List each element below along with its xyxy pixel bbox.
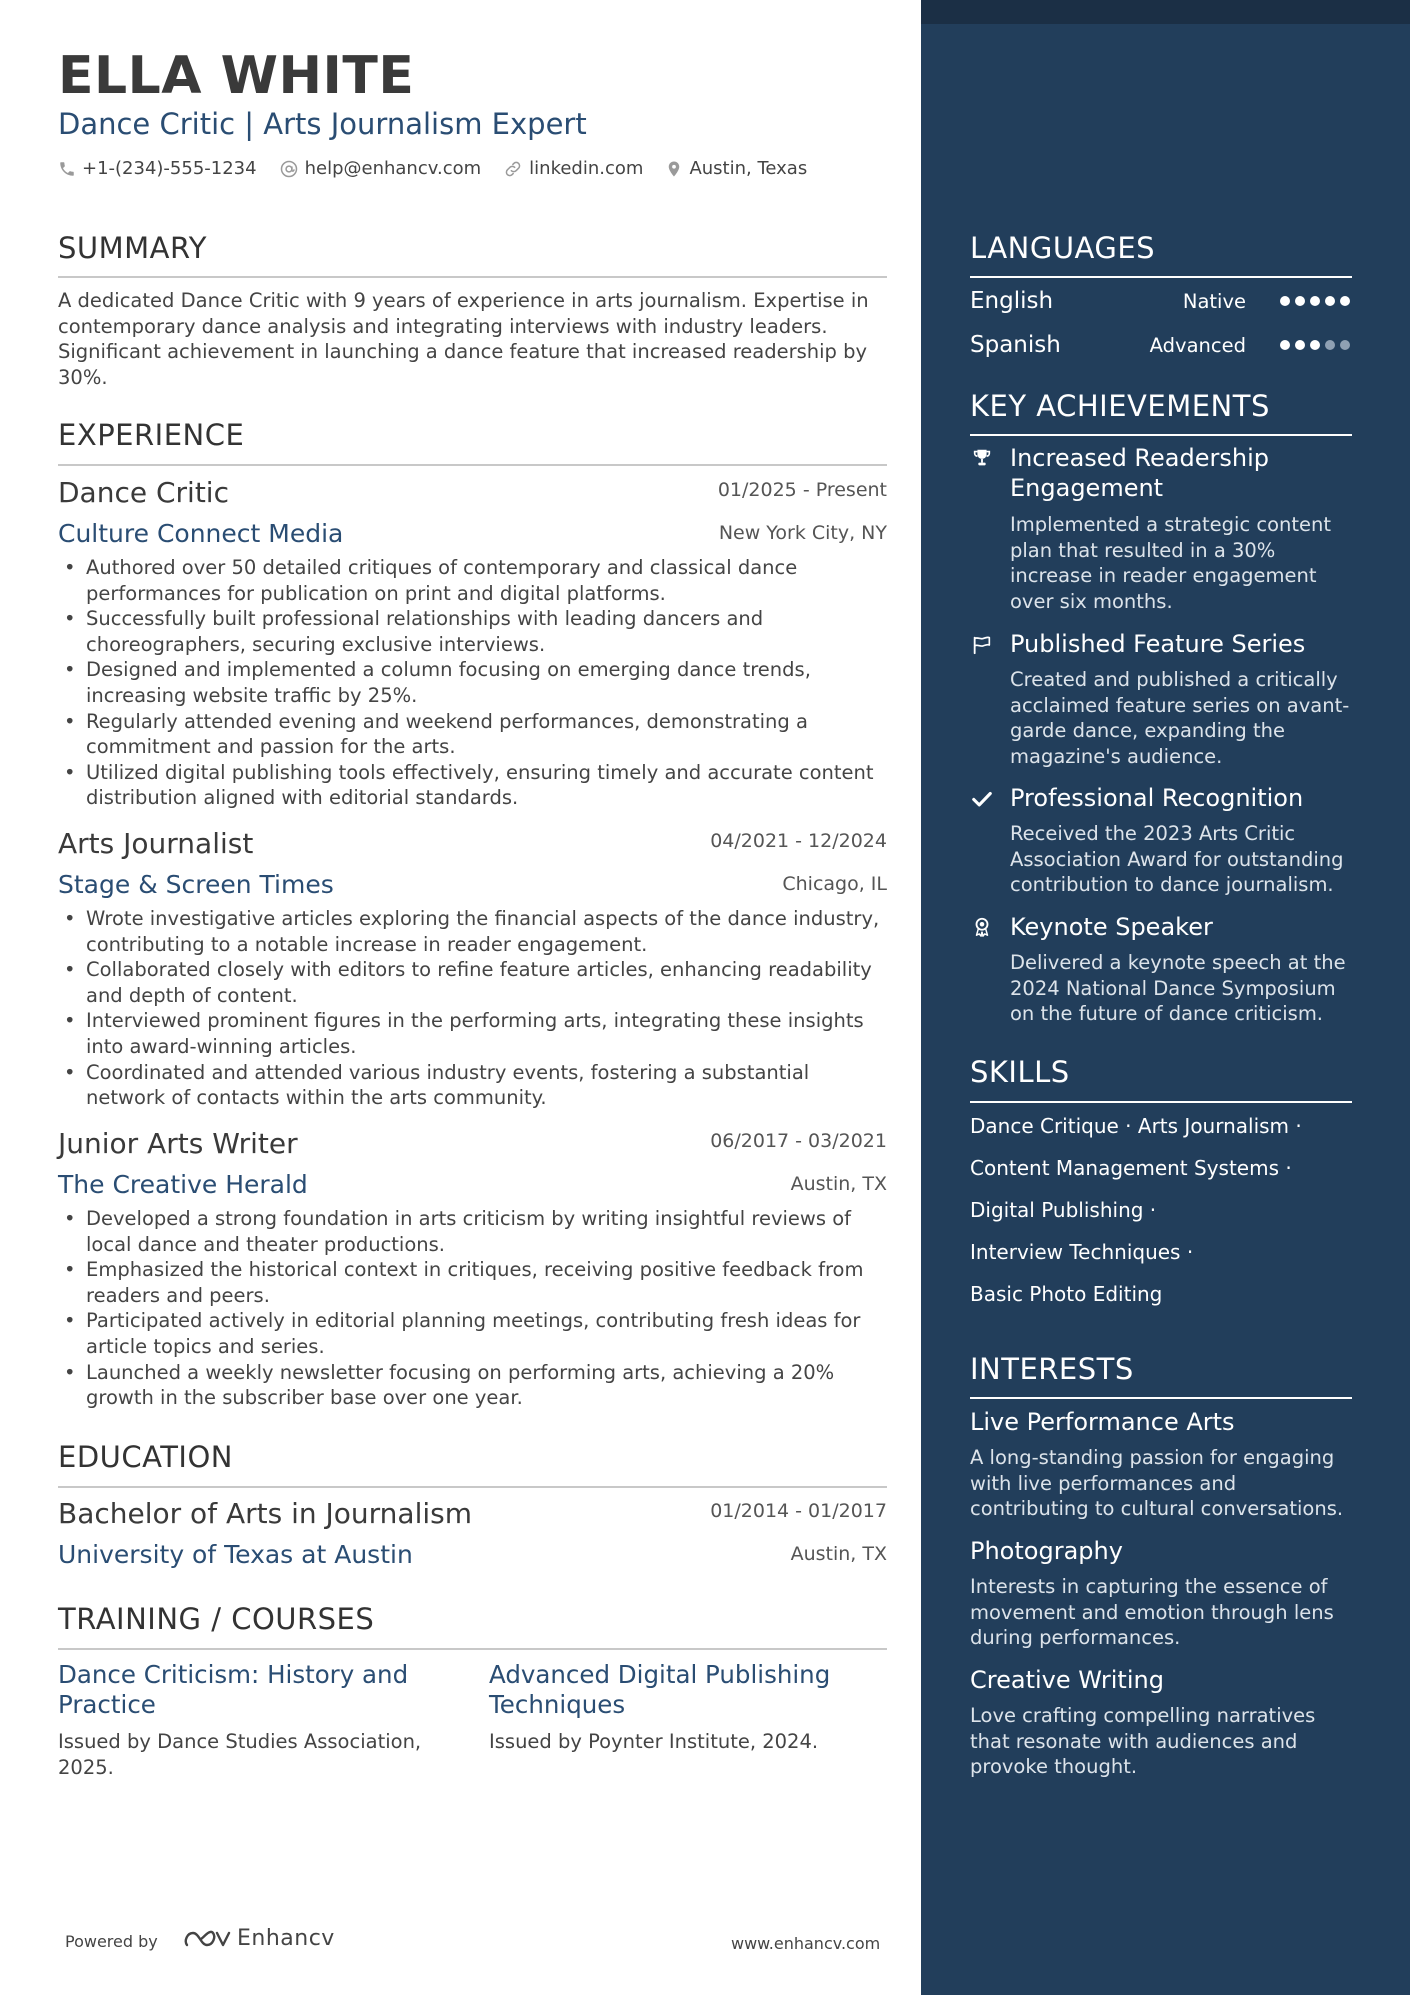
skill-label: Interview Techniques xyxy=(970,1240,1181,1264)
contact-linkedin[interactable] xyxy=(503,158,643,179)
proficiency-dot-filled xyxy=(1310,340,1320,350)
list-item: • Wrote investigative articles exploring the financial aspects of the dance industry, contributing to a notable increase in reader engagement. xyxy=(58,906,887,957)
list-item: • Utilized digital publishing tools effectively, ensuring timely and accurate content distribution aligned with editorial standards. xyxy=(58,760,887,811)
achievement-description: Received the 2023 Arts Critic Association Award for outstanding contribution to dance journalism. xyxy=(1010,822,1344,897)
skill-label: Digital Publishing xyxy=(970,1198,1144,1222)
phone-text: +1-(234)-555-1234 xyxy=(82,158,257,179)
contact-bar xyxy=(58,158,829,179)
trophy-icon xyxy=(970,446,994,470)
proficiency-dots xyxy=(1275,340,1350,350)
education-divider xyxy=(58,1486,887,1488)
sidebar-top-bar xyxy=(921,0,1410,24)
list-item: • Collaborated closely with editors to refine feature articles, enhancing readability and depth of content. xyxy=(58,957,887,1008)
achievement-title: Professional Recognition xyxy=(1010,784,1304,812)
job-bullets xyxy=(58,1206,887,1411)
proficiency-dot-filled xyxy=(1295,340,1305,350)
job-location: New York City, NY xyxy=(718,522,887,544)
achievement-title: Increased Readership Engagement xyxy=(1010,444,1269,502)
link-icon xyxy=(503,159,523,179)
skill-label: Content Management Systems xyxy=(970,1156,1280,1180)
job-bullets xyxy=(58,555,887,811)
list-item: • Regularly attended evening and weekend performances, demonstrating a commitment and passion for the arts. xyxy=(58,709,887,760)
skills-heading: SKILLS xyxy=(970,1055,1070,1089)
languages-heading: LANGUAGES xyxy=(970,231,1156,265)
proficiency-dot-filled xyxy=(1280,296,1290,306)
achievement-title: Published Feature Series xyxy=(1010,630,1306,658)
proficiency-dot-filled xyxy=(1340,296,1350,306)
achievement-title: Keynote Speaker xyxy=(1010,913,1213,941)
phone-icon xyxy=(58,160,76,178)
list-item: • Coordinated and attended various industry events, fostering a substantial network of contacts within the arts community. xyxy=(58,1060,887,1111)
job-dates: 06/2017 - 03/2021 xyxy=(710,1130,887,1152)
candidate-headline: Dance Critic | Arts Journalism Expert xyxy=(58,107,587,141)
summary-text: A dedicated Dance Critic with 9 years of experience in arts journalism. Expertise in contemporary dance analysis and integrating interviews with industry leaders. Significant achievement in launching a dance feature that increased readership by 30%. xyxy=(58,289,869,389)
award-ribbon-icon xyxy=(970,915,994,939)
list-item: • Launched a weekly newsletter focusing on performing arts, achieving a 20% growth in the subscriber base over one year. xyxy=(58,1360,887,1411)
school-location: Austin, TX xyxy=(790,1543,887,1565)
contact-phone[interactable] xyxy=(58,158,257,179)
linkedin-text: linkedin.com xyxy=(529,158,644,179)
contact-email[interactable] xyxy=(279,158,482,179)
job-dates: 01/2025 - Present xyxy=(717,479,887,501)
skill-tag: Content Management Systems · xyxy=(970,1156,1292,1180)
list-item: • Participated actively in editorial planning meetings, contributing fresh ideas for article topics and series. xyxy=(58,1308,887,1359)
job-location: Chicago, IL xyxy=(782,873,887,895)
achievements-divider xyxy=(970,434,1352,436)
job-location: Austin, TX xyxy=(790,1173,887,1195)
proficiency-dot-empty xyxy=(1340,340,1350,350)
course-title: Dance Criticism: History and Practice xyxy=(58,1660,409,1719)
language-row xyxy=(970,287,1352,315)
skills-divider xyxy=(970,1101,1352,1103)
list-item: • Emphasized the historical context in critiques, receiving positive feedback from readers and peers. xyxy=(58,1257,887,1308)
interests-divider xyxy=(970,1397,1352,1399)
skill-tag: Interview Techniques · xyxy=(970,1240,1194,1264)
list-item: • Designed and implemented a column focusing on emerging dance trends, increasing website traffic by 25%. xyxy=(58,657,887,708)
job-title: Arts Journalist xyxy=(58,827,254,860)
course-title: Advanced Digital Publishing Techniques xyxy=(489,1660,831,1719)
enhancv-brand-text: Enhancv xyxy=(237,1926,335,1951)
language-name: English xyxy=(970,288,1054,314)
interests-heading: INTERESTS xyxy=(970,1352,1134,1386)
proficiency-dots xyxy=(1275,296,1350,306)
interest-title: Live Performance Arts xyxy=(970,1408,1235,1436)
at-icon xyxy=(279,159,299,179)
skill-tag: Digital Publishing · xyxy=(970,1198,1157,1222)
interest-description: A long-standing passion for engaging with live performances and contributing to cultural conversations. xyxy=(970,1446,1344,1521)
job-company: The Creative Herald xyxy=(58,1170,308,1199)
course-issuer: Issued by Dance Studies Association, 2025. xyxy=(58,1730,422,1779)
job-company: Stage & Screen Times xyxy=(58,870,334,899)
degree-title: Bachelor of Arts in Journalism xyxy=(58,1497,472,1530)
enhancv-logo[interactable] xyxy=(183,1926,335,1951)
achievements-heading: KEY ACHIEVEMENTS xyxy=(970,389,1270,423)
candidate-name: ELLA WHITE xyxy=(58,46,415,106)
achievement-description: Delivered a keynote speech at the 2024 National Dance Symposium on the future of dance criticism. xyxy=(1010,951,1346,1026)
checkmark-icon xyxy=(970,787,994,811)
proficiency-dot-filled xyxy=(1310,296,1320,306)
languages-divider xyxy=(970,276,1352,278)
summary-heading: SUMMARY xyxy=(58,231,208,265)
footer-url[interactable]: www.enhancv.com xyxy=(731,1934,881,1953)
proficiency-dot-filled xyxy=(1325,296,1335,306)
location-text: Austin, Texas xyxy=(689,158,808,179)
list-item: • Successfully built professional relationships with leading dancers and choreographers, securing exclusive interviews. xyxy=(58,606,887,657)
training-divider xyxy=(58,1648,887,1650)
training-heading: TRAINING / COURSES xyxy=(58,1602,375,1636)
powered-by-label: Powered by xyxy=(65,1932,158,1951)
proficiency-dot-empty xyxy=(1325,340,1335,350)
list-item: • Authored over 50 detailed critiques of contemporary and classical dance performances for publication on print and digital platforms. xyxy=(58,555,887,606)
skill-label: Basic Photo Editing xyxy=(970,1282,1163,1306)
language-row xyxy=(970,331,1352,359)
proficiency-dot-filled xyxy=(1280,340,1290,350)
language-name: Spanish xyxy=(970,332,1061,358)
proficiency-dot-filled xyxy=(1295,296,1305,306)
language-level: Advanced xyxy=(1149,334,1246,357)
flag-icon xyxy=(970,633,994,657)
summary-divider xyxy=(58,276,887,278)
course-issuer: Issued by Poynter Institute, 2024. xyxy=(489,1730,819,1753)
education-dates: 01/2014 - 01/2017 xyxy=(710,1500,887,1522)
interest-title: Creative Writing xyxy=(970,1666,1164,1694)
contact-location xyxy=(665,158,807,179)
skill-label: Dance Critique xyxy=(970,1114,1119,1138)
interest-description: Interests in capturing the essence of movement and emotion through lens during performances. xyxy=(970,1575,1334,1650)
sidebar xyxy=(921,0,1410,1995)
education-heading: EDUCATION xyxy=(58,1440,234,1474)
school-name: University of Texas at Austin xyxy=(58,1540,413,1569)
job-title: Dance Critic xyxy=(58,476,229,509)
experience-heading: EXPERIENCE xyxy=(58,418,245,452)
job-title: Junior Arts Writer xyxy=(58,1127,298,1160)
list-item: • Interviewed prominent figures in the performing arts, integrating these insights into award-winning articles. xyxy=(58,1008,887,1059)
experience-divider xyxy=(58,464,887,466)
list-item: • Developed a strong foundation in arts criticism by writing insightful reviews of local dance and theater productions. xyxy=(58,1206,887,1257)
interest-title: Photography xyxy=(970,1537,1123,1565)
job-company: Culture Connect Media xyxy=(58,519,344,548)
achievement-description: Implemented a strategic content plan that resulted in a 30% increase in reader engagement over six months. xyxy=(1010,513,1332,613)
achievement-description: Created and published a critically acclaimed feature series on avant-garde dance, expanding the magazine's audience. xyxy=(1010,668,1350,768)
job-bullets xyxy=(58,906,887,1111)
interest-description: Love crafting compelling narratives that resonate with audiences and provoke thought. xyxy=(970,1704,1316,1779)
enhancv-logo-icon xyxy=(183,1927,231,1951)
location-pin-icon xyxy=(665,159,683,179)
language-level: Native xyxy=(1182,290,1246,313)
skill-tag: Dance Critique · Arts Journalism · xyxy=(970,1114,1302,1138)
job-dates: 04/2021 - 12/2024 xyxy=(710,830,887,852)
email-text: help@enhancv.com xyxy=(304,158,482,179)
skill-label: Arts Journalism xyxy=(1137,1114,1290,1138)
skill-tag xyxy=(970,1281,1162,1307)
